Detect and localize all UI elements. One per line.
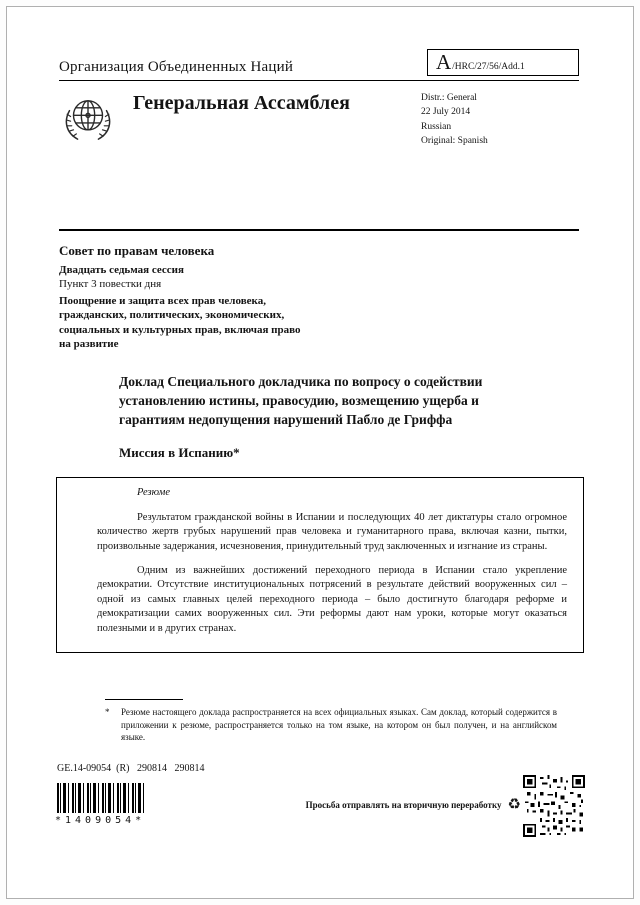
distr-language: Russian xyxy=(421,121,452,132)
document-symbol-box xyxy=(427,49,579,76)
masthead-body-row xyxy=(59,89,579,149)
qr-code xyxy=(523,775,585,837)
footnote xyxy=(105,706,557,744)
session-block xyxy=(59,243,579,352)
ge-document-number: GE.14-09054 (R) 290814 290814 xyxy=(57,763,205,774)
summary-box xyxy=(56,477,584,653)
agenda-item-title: Поощрение и защита всех прав человека, гражданских, политических, экономических, социальных и культурных прав, включая право на развитие xyxy=(59,294,301,351)
agenda-item: Пункт 3 повестки дня xyxy=(59,278,162,291)
report-title: Доклад Специального докладчика по вопросу о содействии установлению истины, правосудию, возмещению ущерба и гарантиям недопущения нарушений Пабло де Гриффа xyxy=(119,373,483,427)
distr-line: Distr.: General xyxy=(421,93,477,104)
footnote-text: Резюме настоящего доклада распространяется на всех официальных языках. Сам доклад, который содержится в приложении к резюме, распространяется только на том языке, на котором он был получен, и на английском языке. xyxy=(121,707,557,743)
masthead xyxy=(59,49,579,149)
summary-paragraph: Результатом гражданской войны в Испании и последующих 40 лет диктатуры стало огромное количество жертв грубых нарушений прав человека и гуманитарного права, включая казни, пытки, произвольные задержания, исчезновения, принудительный труд заключенных и изгнание из страны. xyxy=(97,511,567,552)
barcode xyxy=(57,783,145,813)
footnote-marker: * xyxy=(105,707,110,717)
un-document-page xyxy=(6,6,634,899)
distr-original: Original: Spanish xyxy=(421,135,488,146)
body-title: Генеральная Ассамблея xyxy=(133,92,350,115)
un-emblem-icon xyxy=(59,91,117,149)
section-divider-rule xyxy=(59,229,579,231)
distr-date: 22 July 2014 xyxy=(421,107,471,118)
organization-name: Организация Объединенных Наций xyxy=(59,59,294,76)
recycle-text: Просьба отправлять на вторичную переработку xyxy=(305,799,502,810)
session-number: Двадцать седьмая сессия xyxy=(59,263,184,276)
distribution-block xyxy=(421,91,579,149)
document-symbol-letter: A xyxy=(436,50,452,74)
recycle-icon: ♻ xyxy=(507,795,521,813)
masthead-top-row xyxy=(59,49,579,81)
barcode-text: *1409054* xyxy=(55,815,146,826)
footnote-block xyxy=(105,699,557,744)
report-subtitle: Миссия в Испанию* xyxy=(119,445,240,461)
document-symbol-number: /HRC/27/56/Add.1 xyxy=(452,62,525,72)
footnote-separator xyxy=(105,699,183,700)
recycle-notice xyxy=(277,797,521,812)
summary-heading: Резюме xyxy=(137,487,171,499)
council-name: Совет по правам человека xyxy=(59,243,215,259)
summary-paragraph: Одним из важнейших достижений переходного периода в Испании стало укрепление демократии. Отсутствие институциональных потрясений в результате действий вооруженных сил – одной из самых главных целей переходного периода – было достигнуто благодаря реформе и демократизации самих вооруженных сил. Эти реформы дают нам уроки, которые могут оказаться полезными и в других странах. xyxy=(97,565,567,634)
